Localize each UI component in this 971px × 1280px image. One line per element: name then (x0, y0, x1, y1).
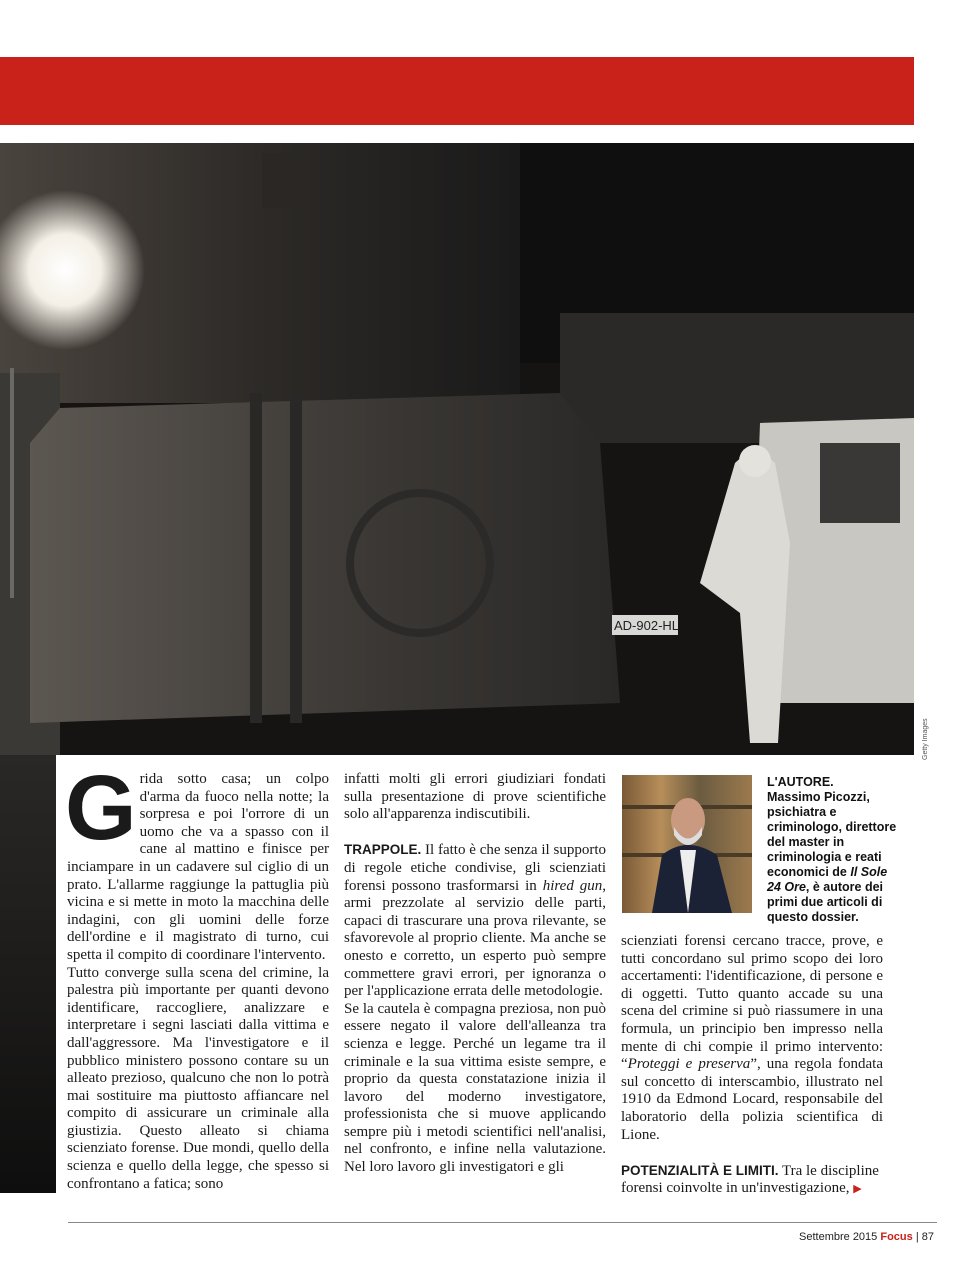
paragraph: Tutto converge sulla scena del crimine, la palestra più importante per quanti devono identificare, raccogliere, analizzare e interpretare i segni lasciati dalla vittima e dall'aggressore. Ma l'investigatore e il pubblico ministero possono contare su un alleato prezioso, qualcuno che non lo potrà mai sostituire ma piuttosto affiancare nel compito di assicurare un criminale alla giustizia. Questo alleato si chiama scienziato forense. Due mondi, quello della scienza e quello della legge, che spesso si confrontano a fatica; sono (67, 964, 329, 1192)
crime-scene-illustration (0, 143, 914, 755)
author-bio (767, 790, 897, 925)
italic-text: hired gun (542, 877, 603, 894)
author-portrait (622, 775, 752, 913)
footer-separator: | (915, 1231, 919, 1243)
paragraph-potenzialita (621, 1162, 883, 1199)
license-plate: AD-902-HL (614, 618, 680, 633)
text: Massimo Picozzi, psichiatra e criminologo, direttore del master in criminologia e reati economici de (767, 790, 897, 879)
author-heading: L'AUTORE. (767, 775, 834, 789)
italic-text: Il Sole 24 Ore (767, 865, 888, 894)
author-box (767, 775, 897, 925)
issue-date: Settembre 2015 (799, 1231, 878, 1243)
paragraph: Se la cautela è compagna preziosa, non può essere negato il valore dell'alleanza tra scienza e legge. Perché un legame tra il criminale e la sua vittima esiste sempre, e proprio da questa constatazione inizia il lavoro del moderno investigatore, professionista che si muove applicando sempre più i metodi scientifici nell'analisi, nel confronto, e infine nella valutazione. Nel loro lavoro gli investigatori e gli (344, 1000, 606, 1176)
text: Tra le discipline forensi coinvolte in un'investigazione, (621, 1162, 879, 1197)
section-heading-potenzialita: POTENZIALITÀ E LIMITI. (621, 1162, 779, 1178)
photo-credit: Getty Images (922, 718, 929, 760)
text: , è autore dei primi due articoli di questo dossier. (767, 880, 884, 924)
text: Il fatto è che senza il supporto di regole etiche condivise, gli scienziati forensi possono trasformarsi in (344, 842, 606, 894)
crime-scene-photo (0, 143, 914, 755)
paragraph: infatti molti gli errori giudiziari fondati sulla presentazione di prove scientifiche solo all'apparenza indiscutibili. (344, 771, 606, 823)
text: scienziati forensi cercano tracce, prove, e tutti concordano sul primo scopo dei loro accertamenti: l'identificazione, di persone e di oggetti. Tutto quanto accade su una scena del crimine si può riassumere in una formula, un principio ben impresso nella mente di chi compie il primo intervento: “ (621, 933, 883, 1073)
footer-divider (68, 1222, 937, 1223)
section-heading-trappole: TRAPPOLE. (344, 842, 422, 858)
drop-cap: G (65, 757, 134, 859)
text: , armi prezzolate al servizio delle parti, capaci di trascurare una prova rilevante, se sfavorevole al proprio cliente. Ma anche se onesto e corretto, un esperto può sempre commettere gravi errori, per ignoranza o per l'applicazione errata delle metodologie. (344, 877, 607, 1000)
photo-left-strip (0, 755, 56, 1193)
paragraph: rida sotto casa; un colpo d'arma da fuoco nella notte; la sorpresa e poi l'orrore di un uomo che va a spasso con il cane al mattino e finisce per inciampare in un cadavere sul ciglio di un prato. L'allarme raggiunge la pattuglia più vicina e si mette in moto la macchina delle indagini, con gli uomini delle forze dell'ordine e il magistrato di turno, cui spetta il compito di coordinare l'intervento. (67, 771, 329, 963)
page-footer (799, 1231, 934, 1243)
italic-text: Proteggi e preserva (627, 1056, 751, 1073)
paragraph (621, 933, 883, 1144)
article-column-1 (65, 757, 329, 1193)
text: ”, una regola fondata sul concetto di interscambio, illustrato nel 1910 da Edmond Locard, responsabile del laboratorio della polizia scientifica di Lione. (621, 1056, 883, 1143)
page-number: 87 (921, 1231, 934, 1243)
red-banner (0, 57, 914, 125)
article-column-3 (621, 933, 883, 1199)
magazine-brand: Focus (880, 1231, 913, 1243)
continue-arrow-icon: ▶ (853, 1183, 862, 1196)
paragraph-trappole (344, 841, 606, 1000)
author-photo (622, 775, 752, 913)
article-column-2 (344, 771, 606, 1177)
